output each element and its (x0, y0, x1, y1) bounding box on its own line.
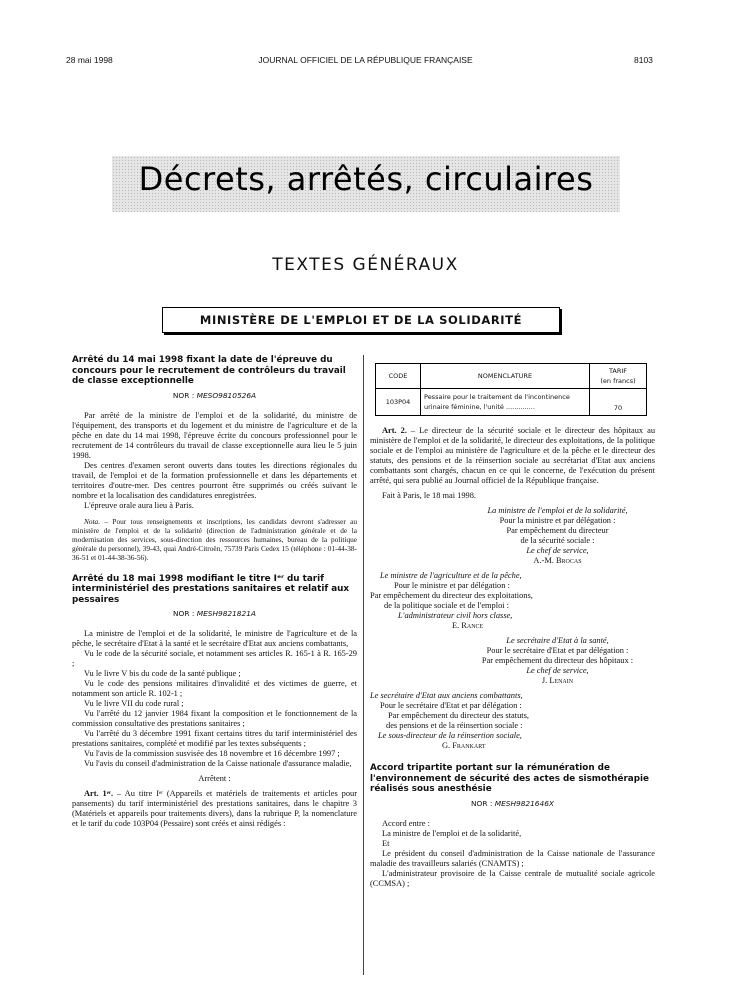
article-1-title: Arrêté du 14 mai 1998 fixant la date de l'épreuve du concours pour le recrutement de contrôleurs du travail de classe exceptionnelle (72, 355, 346, 386)
table-cell-nomenclature: Pessaire pour le traitement de l'incontinence urinaire féminine, l'unité .............. (421, 389, 590, 416)
signature-line: L'administrateur civil hors classe, (398, 611, 513, 620)
left-column (72, 355, 357, 829)
signature-role: La ministre de l'emploi et de la solidarité, (487, 506, 628, 515)
signature-name: J. Lenain (541, 676, 574, 685)
visa: Vu le livre VII du code rural ; (84, 699, 184, 708)
signature-line: Par empêchement du directeur des exploitations, (370, 591, 533, 600)
accord-line: Accord entre : (382, 818, 430, 828)
visa: Vu le code des pensions militaires d'invalidité et des victimes de guerre, et notamment son article R. 102-1 ; (72, 679, 357, 698)
signature-role: Le secrétaire d'Etat à la santé, (506, 636, 609, 645)
table-header-code: CODE (376, 364, 421, 389)
signature-line: des pensions et de la réinsertion sociale : (386, 721, 523, 730)
signature-name: G. Frankart (442, 741, 486, 750)
section-title: TEXTES GÉNÉRAUX (272, 255, 459, 275)
signature-name: A.-M. Brocas (533, 556, 582, 565)
visa: Vu l'avis du conseil d'administration de la Caisse nationale d'assurance maladie, (84, 759, 352, 768)
article-2-paragraph: La ministre de l'emploi et de la solidarité, le ministre de l'agriculture et de la pêche, le secrétaire d'Etat à la santé et le secrétaire d'Etat aux anciens combattants, (72, 629, 357, 648)
visa: Vu l'arrêté du 3 décembre 1991 fixant certains titres du tarif interministériel des prestations sanitaires, complété et modifié par les textes subséquents ; (72, 729, 357, 748)
accord-line: Et (382, 838, 390, 848)
right-column (370, 355, 655, 889)
article-2-nor: NOR : MESH9821821A (173, 609, 256, 618)
table-cell-tarif: 70 (590, 389, 647, 416)
signature-name: E. Rance (452, 621, 484, 630)
signature-line: Pour le secrétaire d'Etat et par délégation : (380, 701, 522, 710)
article-3-nor: NOR : MESH9821646X (471, 798, 554, 808)
fait-a-paris: Fait à Paris, le 18 mai 1998. (382, 491, 476, 500)
article-2-art1: Art. 1ᵉʳ. – Au titre Iᵉʳ (Appareils et matériels de traitements et articles pour pansements) du tarif interministériel des prestations sanitaires, dans le chapitre 3 (Matériels et appareils pour traitements divers), dans la rubrique P, la nomenclature et le tarif du code 103P04 (Pessaire) sont créés et ainsi rédigés : (72, 789, 357, 828)
visa: Vu le livre V bis du code de la santé publique ; (84, 669, 241, 678)
header-journal: JOURNAL OFFICIEL DE LA RÉPUBLIQUE FRANÇAISE (258, 55, 473, 65)
signature-line: Par empêchement du directeur des statuts, (388, 711, 529, 720)
signature-line: Par empêchement du directeur (506, 526, 609, 535)
accord-line: Le président du conseil d'administration de la Caisse nationale de l'assurance maladie des travailleurs salariés (CNAMTS) ; (370, 848, 655, 868)
signature-line: Pour la ministre et par délégation : (499, 516, 616, 525)
article-2-title: Arrêté du 18 mai 1998 modifiant le titre Iᵉʳ du tarif interministériel des prestations sanitaires et relatif aux pessaires (72, 573, 350, 605)
header-date: 28 mai 1998 (66, 55, 113, 65)
signature-line: de la politique sociale et de l'emploi : (384, 601, 510, 610)
accord-line: La ministre de l'emploi et de la solidarité, (382, 828, 522, 838)
column-divider (363, 355, 364, 975)
table-header-tarif: TARIF (en francs) (590, 364, 647, 389)
table-header-nomenclature: NOMENCLATURE (421, 364, 590, 389)
signature-role: Le secrétaire d'Etat aux anciens combattants, (370, 691, 523, 700)
signature-line: Le chef de service, (526, 666, 589, 675)
tarif-table (375, 363, 647, 416)
ministry-box: MINISTÈRE DE L'EMPLOI ET DE LA SOLIDARITÉ (162, 307, 560, 333)
accord-line: L'administrateur provisoire de la Caisse centrale de mutualité sociale agricole (CCMSA) ; (370, 868, 655, 888)
visa: Vu le code de la sécurité sociale, et notamment ses articles R. 165-1 à R. 165-29 ; (72, 649, 357, 668)
article-1-paragraph: L'épreuve orale aura lieu à Paris. (84, 500, 194, 510)
banner-title: Décrets, arrêtés, circulaires (138, 160, 594, 198)
signature-line: Le chef de service, (526, 546, 589, 555)
visa: Vu l'arrêté du 12 janvier 1984 fixant la composition et le fonctionnement de la commission consultative des prestations sanitaires ; (72, 709, 357, 728)
article-2-execution: Art. 2. – Le directeur de la sécurité sociale et le directeur des hôpitaux au ministère de l'emploi et de la solidarité, le directeur des exploitations, de la politique sociale et de l'emploi au ministère de l'agriculture et de la pêche et le directeur des statuts, des pensions et de la réinsertion sociale au secrétariat d'Etat aux anciens combattants sont chargés, chacun en ce qui le concerne, de l'exécution du présent arrêté, qui sera publié au Journal officiel de la République française. (370, 426, 656, 485)
article-3-title: Accord tripartite portant sur la rémunération de l'environnement de sécurité des actes de sismothérapie réalisés sous anesthésie (370, 763, 650, 794)
signature-role: Le ministre de l'agriculture et de la pêche, (380, 571, 522, 580)
signature-line: de la sécurité sociale : (520, 536, 595, 545)
signature-line: Par empêchement du directeur des hôpitaux : (481, 656, 634, 665)
article-1-paragraph: Des centres d'examen seront ouverts dans toutes les directions régionales du travail, de l'emploi et de la formation professionnelle et dans les départements et territoires d'outre-mer. Des centres pourront être supprimés ou créés suivant le nombre et la localisation des candidatures enregistrées. (72, 460, 357, 500)
header-page-number: 8103 (634, 55, 653, 65)
article-1-note: Nota. – Pour tous renseignements et inscriptions, les candidats devront s'adresser au ministère de l'emploi et de la solidarité (direction de l'administration générale et de la modernisation des services, sous-direction des ressources humaines, bureau de la politique générale du personnel), 39-43, quai André-Citroën, 75739 Paris Cedex 15 (téléphone : 01-44-38-36-51 et 01-44-38-36-56). (72, 516, 358, 562)
arretent: Arrêtent : (198, 774, 231, 783)
article-1-nor: NOR : MESO9810526A (172, 390, 257, 400)
banner (112, 156, 620, 212)
table-cell-code: 103P04 (376, 389, 421, 416)
article-1-paragraph: Par arrêté de la ministre de l'emploi et de la solidarité, du ministre de l'équipement, des transports et du logement et du ministre de l'agriculture et de la pêche en date du 14 mai 1998, l'épreuve écrite du concours professionnel pour le recrutement de 14 contrôleurs du travail de classe exceptionnelle aura lieu le 5 juin 1998. (72, 410, 357, 460)
visa: Vu l'avis de la commission susvisée des 18 novembre et 16 décembre 1997 ; (84, 749, 340, 758)
signature-line: Pour le ministre et par délégation : (394, 581, 510, 590)
signature-line: Pour le secrétaire d'Etat et par délégation : (486, 646, 629, 655)
signature-line: Le sous-directeur de la réinsertion sociale, (378, 731, 522, 740)
